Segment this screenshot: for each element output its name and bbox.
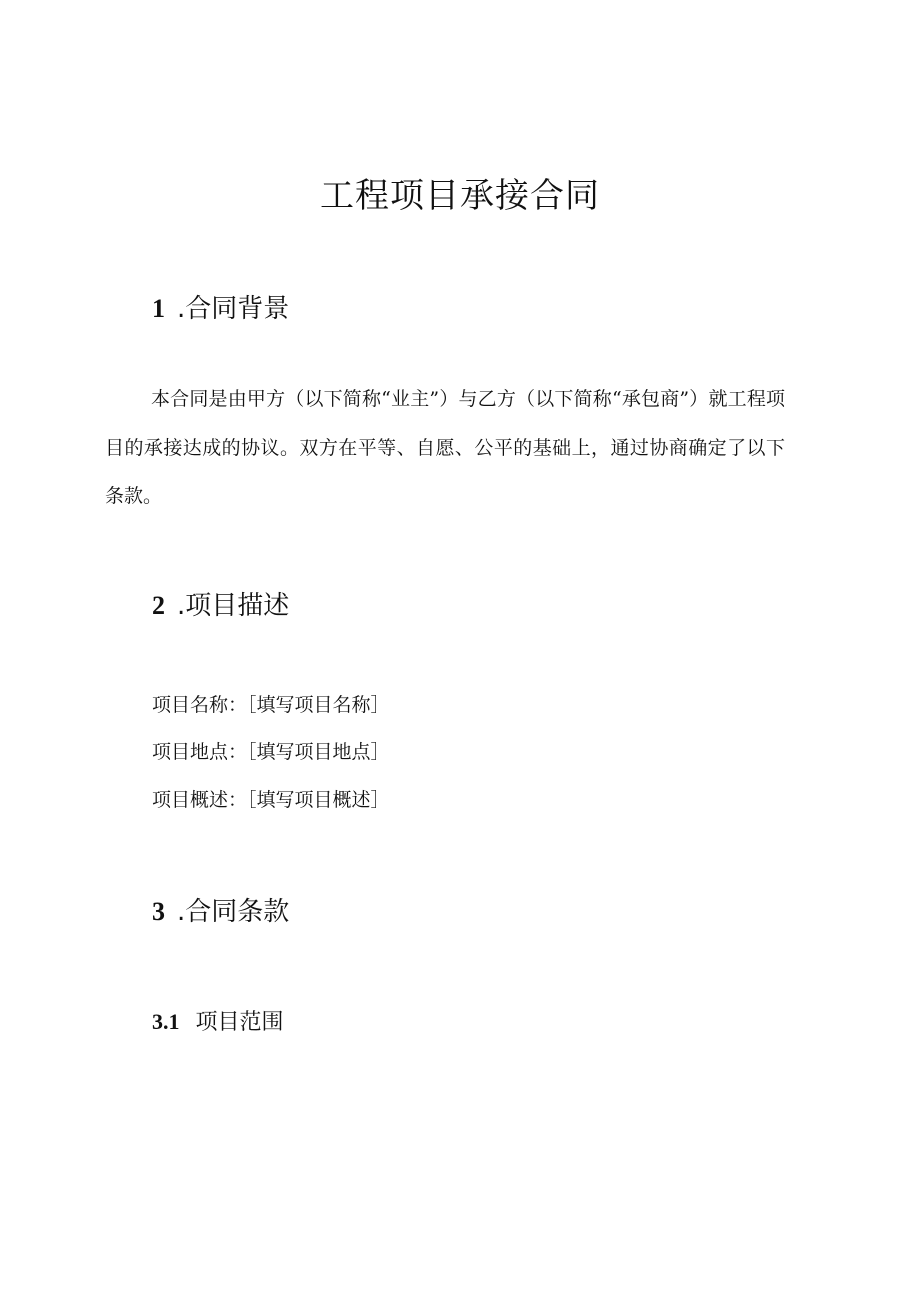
subsection-title: 项目范围 xyxy=(195,1010,284,1035)
field-value: ［填写项目地点］ xyxy=(247,741,390,763)
section-heading-project-description xyxy=(152,588,289,624)
field-value: ［填写项目名称］ xyxy=(247,694,390,716)
subsection-heading-project-scope xyxy=(152,1007,284,1038)
section-heading-contract-terms xyxy=(152,894,289,930)
field-label: 项目名称： xyxy=(152,694,248,716)
field-project-overview xyxy=(152,785,390,815)
field-value: ［填写项目概述］ xyxy=(247,789,390,811)
section-number: 3 xyxy=(152,897,165,926)
section-title: .项目描述 xyxy=(177,591,290,621)
subsection-number: 3.1 xyxy=(152,1009,180,1034)
section-heading-background xyxy=(152,291,289,327)
field-project-name xyxy=(152,690,390,720)
field-label: 项目地点： xyxy=(152,741,248,763)
section-number: 1 xyxy=(152,294,165,323)
field-label: 项目概述： xyxy=(152,789,248,811)
field-project-location xyxy=(152,737,390,767)
document-title: 工程项目承接合同 xyxy=(320,176,600,216)
background-paragraph: 本合同是由甲方（以下简称“业主”）与乙方（以下简称“承包商”）就工程项目的承接达成的协议。双方在平等、自愿、公平的基础上，通过协商确定了以下条款。 xyxy=(105,388,785,507)
section-number: 2 xyxy=(152,591,165,620)
section-title: .合同条款 xyxy=(177,897,290,927)
section-title: .合同背景 xyxy=(177,294,290,324)
